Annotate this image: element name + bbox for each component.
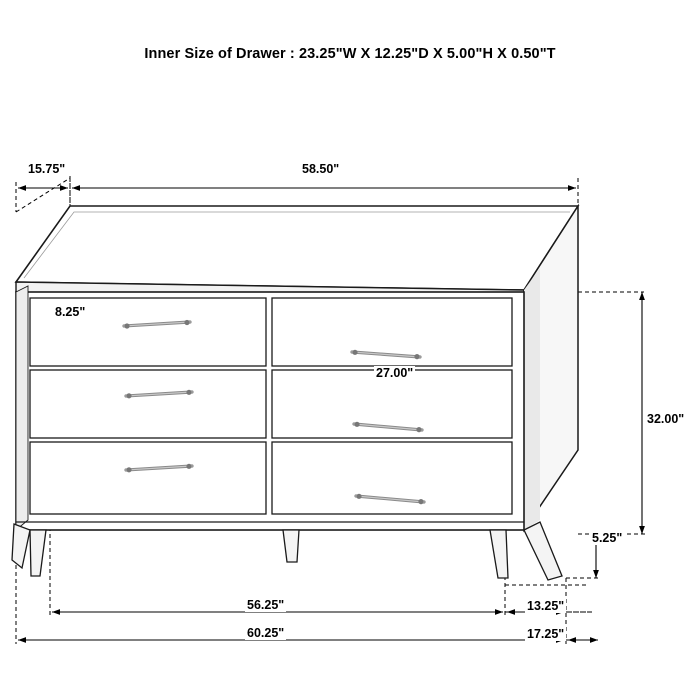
dim-label-base-width: 56.25"	[247, 598, 285, 612]
drawer-front[interactable]	[272, 442, 512, 514]
right-side-shade	[524, 268, 540, 530]
dresser-body	[12, 206, 578, 580]
dim-label-total-height: 32.00"	[647, 412, 685, 426]
page-title: Inner Size of Drawer : 23.25"W X 12.25"D X 5.00"H X 0.50"T	[144, 46, 556, 62]
dim-label-width-top: 58.50"	[302, 162, 340, 176]
dim-label-drawer-width: 27.00"	[376, 366, 414, 380]
leg-front-left	[30, 530, 46, 576]
dim-label-overall-width: 60.25"	[247, 626, 285, 640]
leg-front-right	[490, 530, 508, 578]
drawer-front[interactable]	[30, 370, 266, 438]
left-side-sliver	[16, 286, 28, 530]
dresser-top-surface	[16, 206, 578, 290]
dim-label-depth-top: 15.75"	[28, 162, 66, 176]
leg-back-left	[12, 524, 30, 568]
dim-label-base-depth: 13.25"	[527, 599, 565, 613]
leg-center-back	[283, 530, 299, 562]
dim-label-leg-height: 5.25"	[592, 531, 623, 545]
leg-back-right	[524, 522, 562, 580]
dim-label-drawer-height: 8.25"	[55, 305, 86, 319]
drawer-front[interactable]	[30, 442, 266, 514]
dim-label-overall-depth: 17.25"	[527, 627, 565, 641]
